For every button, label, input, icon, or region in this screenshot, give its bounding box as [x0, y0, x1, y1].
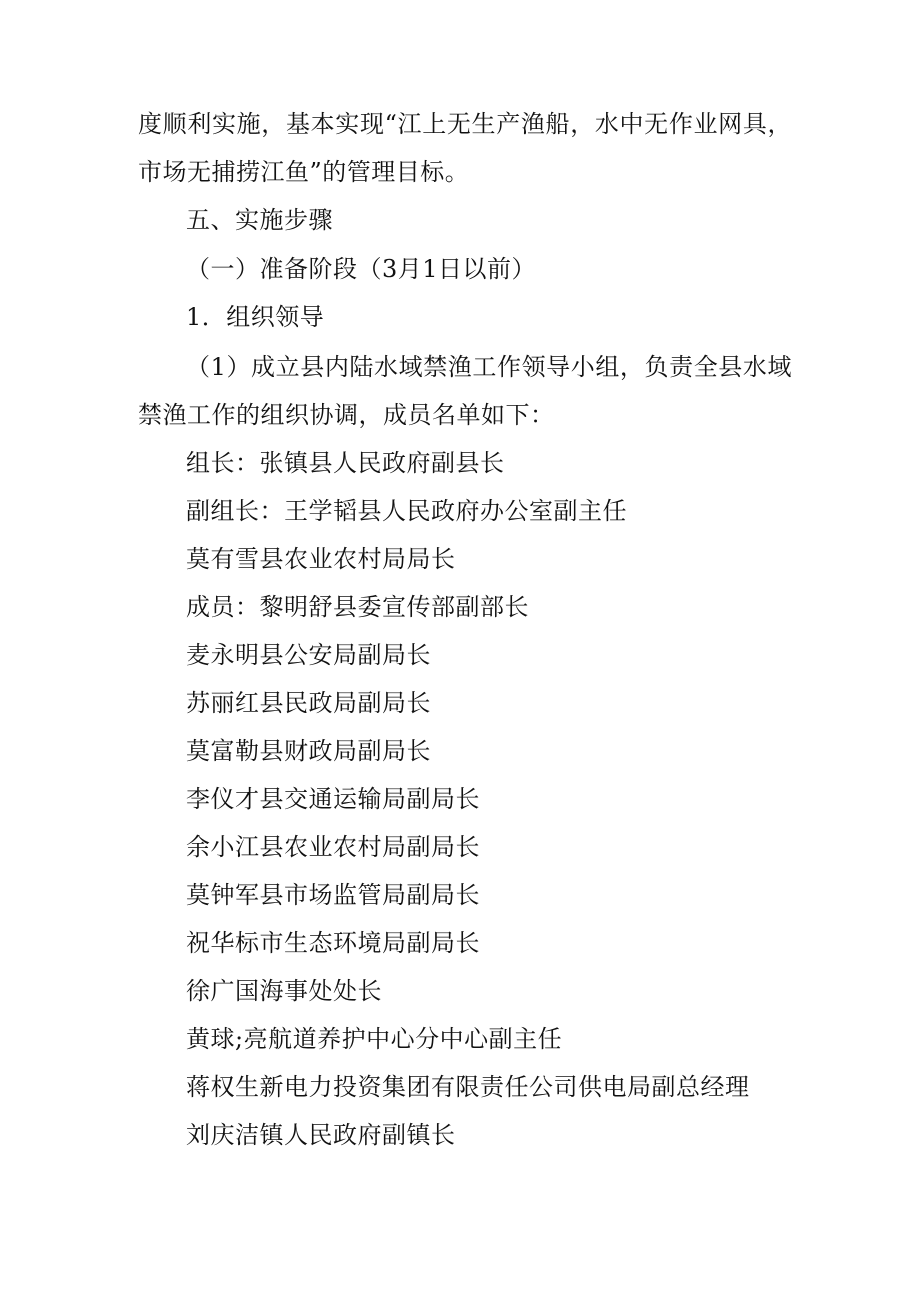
intro-paragraph-line-2: 市场无捕捞江鱼”的管理目标。	[138, 158, 470, 186]
subsection-heading: （一）准备阶段（3月1日以前）	[186, 255, 537, 283]
member-line: 徐广国海事处处长	[186, 977, 382, 1005]
member-line: 副组长：王学韬县人民政府办公室副主任	[186, 497, 627, 525]
member-line: 刘庆洁镇人民政府副镇长	[186, 1121, 456, 1149]
member-line: 余小江县农业农村局副局长	[186, 833, 480, 861]
item-paragraph-line-2: 禁渔工作的组织协调，成员名单如下：	[138, 401, 555, 429]
intro-paragraph-line-1: 度顺利实施，基本实现“江上无生产渔船，水中无作业网具，	[138, 110, 792, 138]
member-line: 祝华标市生态环境局副局长	[186, 929, 480, 957]
member-line: 麦永明县公安局副局长	[186, 641, 431, 669]
member-line: 苏丽红县民政局副局长	[186, 689, 431, 717]
member-line: 蒋权生新电力投资集团有限责任公司供电局副总经理	[186, 1073, 750, 1101]
item-paragraph-line-1: （1）成立县内陆水域禁渔工作领导小组，负责全县水域	[186, 353, 792, 381]
member-line: 成员：黎明舒县委宣传部副部长	[186, 593, 529, 621]
member-line: 组长：张镇县人民政府副县长	[186, 449, 505, 477]
member-line: 莫有雪县农业农村局局长	[186, 545, 456, 573]
member-line: 黄球;亮航道养护中心分中心副主任	[186, 1025, 563, 1053]
member-line: 莫富勒县财政局副局长	[186, 737, 431, 765]
item-heading: 1．组织领导	[186, 303, 325, 331]
section-heading: 五、实施步骤	[186, 206, 333, 234]
member-line: 李仪才县交通运输局副局长	[186, 785, 480, 813]
member-line: 莫钟军县市场监管局副局长	[186, 881, 480, 909]
